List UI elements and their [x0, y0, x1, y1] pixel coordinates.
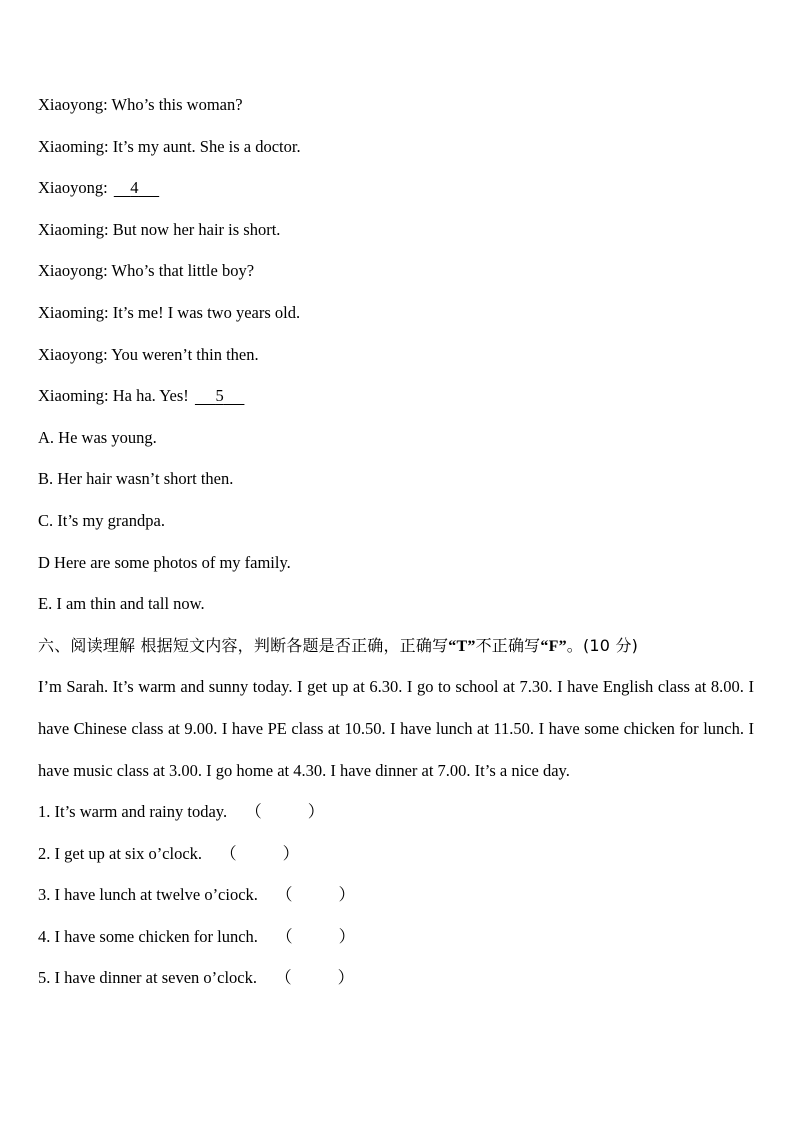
answer-paren[interactable]	[245, 791, 324, 833]
dialog-section	[38, 84, 758, 417]
answer-blank[interactable]	[193, 375, 247, 417]
paren-close: ）	[338, 885, 356, 905]
dialog-speaker: Xiaoyong:	[38, 344, 108, 364]
paren-open: （	[220, 843, 237, 863]
dialog-text: Who’s this woman?	[111, 95, 243, 114]
paren-open: （	[276, 926, 293, 946]
blank-number: 4	[130, 178, 139, 198]
questions-list	[38, 791, 758, 999]
true-mark: “T”	[448, 637, 476, 655]
question-text: 3. I have lunch at twelve o’ciock.	[38, 885, 258, 905]
dialog-speaker: Xiaoming:	[38, 302, 109, 322]
question-item	[38, 916, 758, 958]
question-item	[38, 833, 758, 875]
dialog-line	[38, 292, 758, 334]
question-text: 4. I have some chicken for lunch.	[38, 926, 258, 946]
dialog-speaker: Xiaoming:	[38, 219, 109, 239]
false-mark: “F”	[540, 637, 567, 655]
dialog-text: You weren’t thin then.	[111, 344, 259, 364]
option-item: C. It’s my grandpa.	[38, 510, 165, 530]
answer-paren[interactable]	[276, 874, 355, 916]
dialog-line	[38, 250, 758, 292]
option-item: B. Her hair wasn’t short then.	[38, 469, 234, 489]
section-title-suffix: 。(10 分)	[566, 635, 639, 655]
question-text: 2. I get up at six o’clock.	[38, 843, 203, 863]
dialog-line	[38, 167, 758, 209]
dialog-speaker: Xiaoyong:	[38, 178, 108, 198]
paren-close: ）	[337, 968, 355, 988]
dialog-line	[38, 209, 758, 251]
dialog-text: Who’s that little boy?	[111, 261, 255, 281]
paren-close: ）	[282, 843, 300, 863]
dialog-line	[38, 126, 758, 168]
dialog-speaker: Xiaoyong:	[38, 95, 108, 114]
dialog-line	[38, 334, 758, 376]
answer-blank[interactable]	[112, 167, 161, 209]
answer-paren[interactable]	[275, 957, 354, 999]
option-item: A. He was young.	[38, 427, 157, 447]
question-item	[38, 791, 758, 833]
dialog-speaker: Xiaoming:	[38, 386, 109, 406]
dialog-line	[38, 84, 758, 126]
paren-close: ）	[338, 926, 356, 946]
question-item	[38, 874, 758, 916]
paren-open: （	[276, 885, 293, 905]
paren-close: ）	[307, 802, 325, 822]
option-item: D Here are some photos of my family.	[38, 552, 291, 572]
paren-open: （	[275, 968, 292, 988]
section-title-prefix: 六、阅读理解 根据短文内容，判断各题是否正确，正确写	[38, 635, 449, 655]
dialog-text: It’s me! I was two years old.	[112, 302, 301, 322]
section-heading	[38, 625, 758, 667]
dialog-text: It’s my aunt. She is a doctor.	[112, 136, 301, 156]
reading-passage: I’m Sarah. It’s warm and sunny today. I get up at 6.30. I go to school at 7.30. I have English class at 8.00. I have Chinese class at 9.00. I have PE class at 10.50. I have lunch at 11.50. I have some chicken for lunch. I have music class at 3.00. I go home at 4.30. I have dinner at 7.00. It’s a nice day.	[38, 677, 754, 780]
answer-paren[interactable]	[220, 833, 299, 875]
dialog-text: Ha ha. Yes!	[112, 386, 189, 406]
blank-number: 5	[215, 386, 224, 406]
paren-open: （	[245, 802, 262, 822]
worksheet-page	[38, 84, 758, 999]
question-text: 5. I have dinner at seven o’clock.	[38, 968, 257, 988]
options-list	[38, 417, 758, 625]
question-item	[38, 957, 758, 999]
option-item: E. I am thin and tall now.	[38, 594, 205, 614]
question-text: 1. It’s warm and rainy today.	[38, 802, 228, 822]
dialog-line	[38, 375, 758, 417]
dialog-text: But now her hair is short.	[112, 219, 281, 239]
answer-paren[interactable]	[276, 916, 355, 958]
section-title-middle: 不正确写	[475, 635, 541, 655]
dialog-speaker: Xiaoming:	[38, 136, 109, 156]
dialog-speaker: Xiaoyong:	[38, 261, 108, 281]
